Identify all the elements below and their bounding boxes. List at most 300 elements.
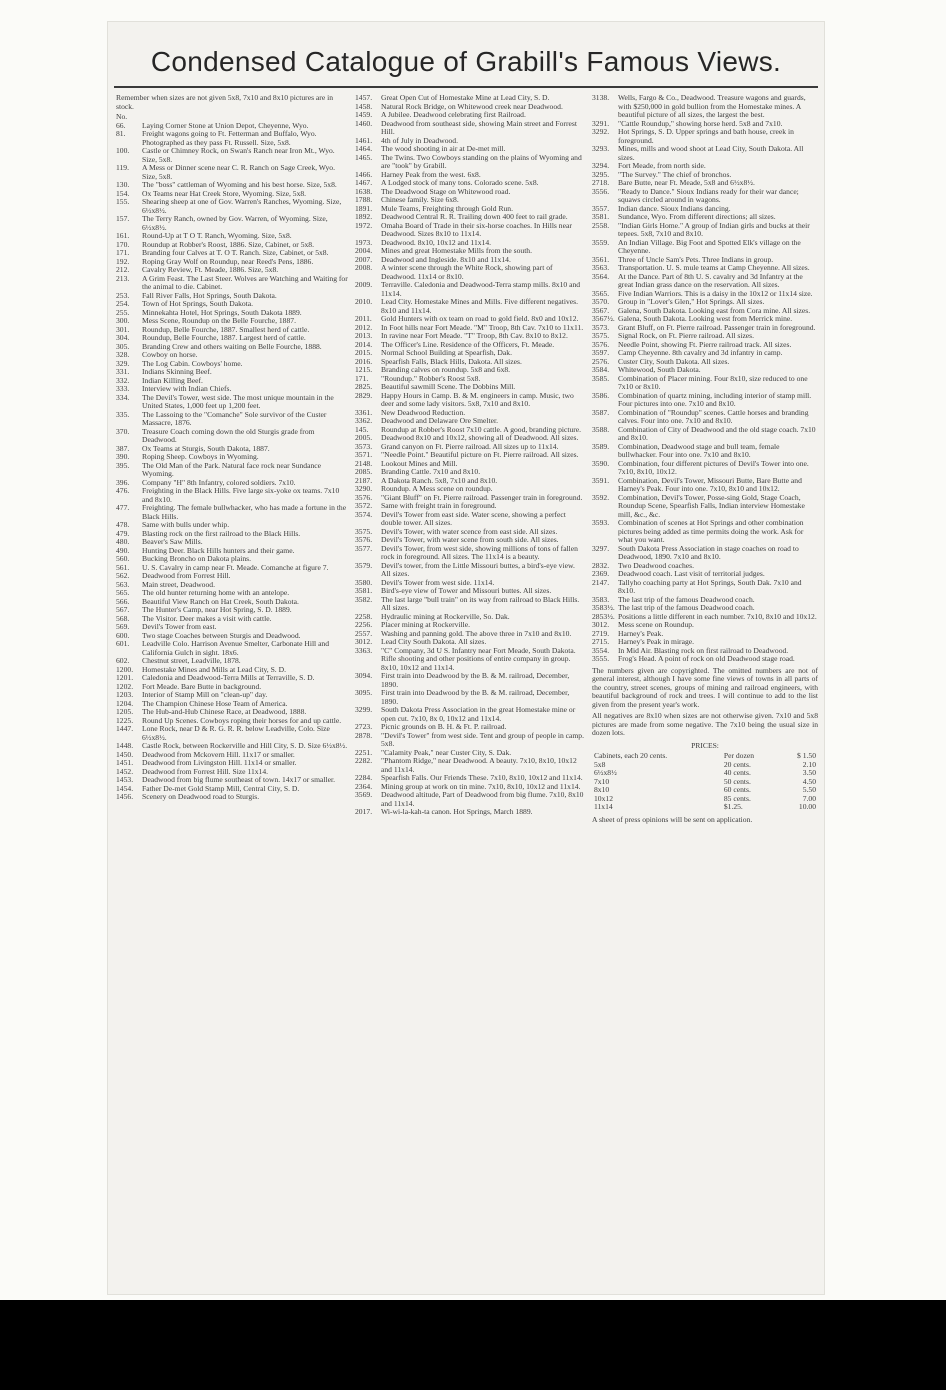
- entry-text: Deadwood coach. Last visit of territorial judges.: [618, 569, 765, 578]
- entry-number: 567.: [116, 605, 130, 614]
- catalogue-entry: [592, 392, 818, 409]
- price-amount: 4.50: [802, 776, 816, 786]
- entry-text: Lookout Mines and Mill.: [381, 458, 458, 468]
- entry-text: Freight wagons going to Ft. Fetterman and Buffalo, Wyo. Photographed as they pass Ft. Russell. Size, 5x8.: [142, 129, 317, 147]
- entry-text: Caledonia and Deadwood-Terra Mills at Terraville, S. D.: [142, 673, 315, 682]
- entry-text: A Mess or Dinner scene near C. R. Ranch on Sage Creek, Wyo. Size, 5x8.: [142, 163, 335, 181]
- entry-number: 1972.: [355, 220, 373, 230]
- copyright-note: The numbers given are copyrighted. The omitted numbers are not of general interest, although I have some fine views of towns in all parts of the country, street scenes, groups of mining and railroad engineers, with beautiful background of rock and trees. I will continue to add to the list given from the present year's work.: [592, 665, 818, 709]
- entry-number: 370.: [116, 426, 130, 436]
- entry-number: 2004.: [355, 246, 373, 255]
- entry-text: A winter scene through the White Rock, showing part of Deadwood. 11x14 or 8x10.: [381, 263, 553, 281]
- entry-text: Interior of Stamp Mill on "clean-up" day.: [142, 690, 268, 699]
- entry-number: 3295.: [592, 169, 610, 179]
- entry-number: 3561.: [592, 254, 610, 264]
- entry-text: Laying Corner Stone at Union Depot, Cheyenne, Wyo.: [142, 120, 309, 130]
- entry-number: 2187.: [355, 475, 373, 485]
- entry-text: Lone Rock, near D & R. G. R. R. below Leadville, Colo. Size 6½x8½.: [142, 724, 330, 742]
- catalogue-entry: [592, 477, 818, 494]
- entry-text: Devil's Tower, with water scence from east side. All sizes.: [381, 526, 558, 536]
- price-row: [592, 786, 818, 795]
- entry-text: The last trip of the famous Deadwood coach.: [618, 603, 755, 612]
- catalogue-entry: [355, 596, 585, 613]
- entry-text: Bird's-eye view of Tower and Missouri buttes. All sizes.: [381, 586, 552, 595]
- entry-number: 332.: [116, 375, 130, 385]
- entry-number: 1458.: [355, 101, 373, 111]
- entry-number: 2012.: [355, 322, 373, 332]
- entry-number: 2009.: [355, 280, 373, 289]
- price-row: [592, 795, 818, 804]
- catalogue-entry: [355, 264, 585, 281]
- entry-number: 2825.: [355, 382, 373, 391]
- entry-number: 3583½.: [592, 603, 615, 612]
- entry-text: Picnic grounds on B. H. & Ft. P. railroad.: [381, 722, 507, 731]
- entry-text: Roping Sheep. Cowboys in Wyoming.: [142, 452, 259, 461]
- entry-text: Treasure Coach coming down the old Sturgis grade from Deadwood.: [142, 426, 315, 444]
- entry-text: A Jubilee. Deadwood celebrating first Railroad.: [381, 110, 526, 119]
- footer-note: A sheet of press opinions will be sent on application.: [592, 814, 753, 824]
- entry-number: 1450.: [116, 749, 134, 759]
- entry-number: 480.: [116, 537, 130, 546]
- entry-text: Normal School Building at Spearfish, Dak.: [381, 348, 512, 357]
- entry-text: Deadwood. 8x10, 10x12 and 11x14.: [381, 237, 492, 247]
- catalogue-entry: [116, 411, 348, 428]
- entry-number: 130.: [116, 180, 130, 189]
- entry-text: Roundup, Belle Fourche, 1887. Smallest herd of cattle.: [142, 324, 310, 334]
- catalogue-entry: [355, 757, 585, 774]
- entry-text: Camp Cheyenne. 8th cavalry and 3d infantry in camp.: [618, 348, 783, 357]
- entry-number: 2017.: [355, 807, 373, 816]
- entry-text: "The Survey." The chief of bronchos.: [618, 169, 732, 179]
- entry-number: 1465.: [355, 152, 373, 162]
- price-amount: 7.00: [802, 793, 816, 803]
- entry-number: 145.: [355, 424, 369, 434]
- entry-text: The Terry Ranch, owned by Gov. Warren, of Wyoming. Size, 6½x8½.: [142, 214, 328, 232]
- entry-list-middle: [355, 94, 585, 817]
- entry-text: Ox Teams at Sturgis, South Dakota, 1887.: [142, 443, 270, 453]
- column-middle: [355, 94, 585, 1284]
- intro-note: Remember when sizes are not given 5x8, 7x10 and 8x10 pictures are in stock.: [116, 94, 333, 111]
- entry-number: 2369.: [592, 569, 610, 578]
- entry-text: Great Open Cut of Homestake Mine at Lead City, S. D.: [381, 94, 550, 102]
- entry-number: 2007.: [355, 254, 373, 264]
- price-header-amount: $ 1.50: [797, 751, 816, 760]
- entry-text: Deadwood from Forrest Hill. Size 11x14.: [142, 766, 269, 776]
- entry-number: 3362.: [355, 416, 373, 425]
- entry-text: Deadwood from southeast side, showing Main street and Forrest Hill.: [381, 118, 577, 136]
- entry-number: 1891.: [355, 203, 373, 213]
- entry-text: Company "H" 8th Infantry, colored soldiers. 7x10.: [142, 477, 296, 487]
- catalogue-entry: [355, 545, 585, 562]
- catalogue-entry: [355, 392, 585, 409]
- entry-number: 1973.: [355, 237, 373, 247]
- entry-number: 2718.: [592, 178, 610, 187]
- catalogue-entry: [355, 298, 585, 315]
- catalogue-entry: [592, 545, 818, 562]
- entry-text: South Dakota Press Association in the great Homestake mine or open cut. 7x10, 8x 0, 10x12 and 11x14.: [381, 705, 576, 723]
- entry-text: Happy Hours in Camp. B. & M. engineers in camp. Music, two deer and some lady visitors. 5x8, 7x10 and 8x10.: [381, 390, 574, 408]
- entry-number: 3570.: [592, 297, 610, 306]
- entry-text: Freighting. The female bullwhacker, who has made a fortune in the Black Hills.: [142, 503, 347, 521]
- entry-text: Branding calves on roundup. 5x8 and 6x8.: [381, 365, 511, 374]
- entry-text: Deadwood 8x10 and 10x12, showing all of Deadwood. All sizes.: [381, 433, 579, 442]
- entry-number: 3591.: [592, 475, 610, 485]
- entry-number: 2364.: [355, 781, 373, 791]
- entry-text: Devil's Tower from east.: [142, 622, 217, 631]
- catalogue-entry: [355, 808, 585, 817]
- column-right: [592, 94, 818, 1284]
- entry-number: 2576.: [592, 356, 610, 366]
- entry-number: 387.: [116, 443, 130, 453]
- entry-number: 253.: [116, 290, 130, 300]
- entry-text: Whitewood, South Dakota.: [618, 365, 701, 374]
- entry-number: 3556.: [592, 186, 610, 196]
- entry-text: Hydraulic mining at Rockerville, So. Dak.: [381, 611, 510, 621]
- entry-text: In ravine near Fort Meade. "T" Troop, 8th Cav. 8x10 to 8x12.: [381, 331, 568, 340]
- entry-text: Grant Bluff, on Ft. Pierre railroad. Passenger train in foreground.: [618, 322, 816, 332]
- entry-text: Devil's Tower, from west side, showing millions of tons of fallen rock in foreground. All sizes. The 11x14 is a beauty.: [381, 543, 578, 561]
- entry-text: Harney's Peak.: [618, 628, 664, 638]
- entry-number: 2147.: [592, 577, 610, 587]
- entry-number: 1202.: [116, 681, 134, 691]
- title-rule: [114, 86, 818, 88]
- entry-number: 3584.: [592, 365, 610, 374]
- entry-text: In Mid Air. Blasting rock on first railroad to Deadwood.: [618, 645, 789, 655]
- entry-number: 3571.: [355, 450, 373, 459]
- entry-number: 3559.: [592, 237, 610, 247]
- entry-number: 2829.: [355, 390, 373, 400]
- entry-text: Spearfish Falls. Our Friends These. 7x10, 8x10, 10x12 and 11x14.: [381, 773, 583, 782]
- entry-number: 1459.: [355, 110, 373, 119]
- entry-number: 2719.: [592, 628, 610, 638]
- entry-text: A Lodged stock of many tons. Colorado scene. 5x8.: [381, 178, 539, 187]
- entry-number: 1452.: [116, 766, 134, 776]
- entry-text: Roundup at Robber's Roost 7x10 cattle. A good, branding picture.: [381, 424, 582, 434]
- entry-number: 2853½.: [592, 611, 615, 621]
- entry-text: Frog's Head. A point of rock on old Deadwood stage road.: [618, 654, 795, 663]
- entry-number: 1200.: [116, 664, 134, 674]
- entry-number: 3587.: [592, 407, 610, 417]
- entry-text: Mining group at work on tin mine. 7x10, 8x10, 10x12 and 11x14.: [381, 781, 581, 791]
- entry-text: Five Indian Warriors. This is a daisy in the 10x12 or 11x14 size.: [618, 288, 813, 298]
- price-size: 10x12: [594, 793, 613, 803]
- entry-number: 3012.: [592, 620, 610, 629]
- entry-text: Town of Hot Springs, South Dakota.: [142, 299, 254, 308]
- entry-number: 1460.: [355, 118, 373, 128]
- catalogue-entry: [116, 504, 348, 521]
- entry-number: 2014.: [355, 339, 373, 349]
- entry-number: 66.: [116, 120, 126, 130]
- entry-number: 1448.: [116, 741, 134, 750]
- entry-text: Devil's Tower from east side. Water scene, showing a perfect double tower. All sizes.: [381, 509, 566, 527]
- entry-number: 1451.: [116, 758, 134, 767]
- entry-text: South Dakota Press Association in stage coaches on road to Deadwood, 1890. 7x10 and 8x10.: [618, 543, 799, 561]
- catalogue-entry: [592, 494, 818, 520]
- entry-text: 4th of July in Deadwood.: [381, 135, 458, 145]
- entry-number: 3572.: [355, 501, 373, 510]
- entry-number: 334.: [116, 392, 130, 402]
- price-amount: 10.00: [798, 802, 816, 811]
- entry-text: Lead City. Homestake Mines and Mills. Five different negatives. 8x10 and 11x14.: [381, 297, 578, 315]
- catalogue-entry: [592, 655, 818, 664]
- entry-number: 562.: [116, 571, 130, 580]
- entry-text: The Champion Chinese Hose Team of America.: [142, 698, 288, 708]
- entry-number: 2715.: [592, 637, 610, 646]
- price-size: 5x8: [594, 759, 606, 769]
- entry-text: Branding Cattle. 7x10 and 8x10.: [381, 467, 481, 476]
- entry-number: 1788.: [355, 195, 373, 204]
- price-header-row: [592, 752, 818, 761]
- price-each: 40 cents.: [723, 768, 751, 777]
- entry-text: Shearing sheep at one of Gov. Warren's Ranches, Wyoming. Size, 6½x8½.: [142, 197, 342, 215]
- entry-text: The wood shooting in air at De-met mill.: [381, 144, 506, 153]
- entry-number: 3564.: [592, 271, 610, 281]
- entry-number: 479.: [116, 528, 130, 538]
- entry-number: 3592.: [592, 492, 610, 502]
- price-row: [592, 761, 818, 770]
- entry-number: 3579.: [355, 560, 373, 570]
- entry-number: 390.: [116, 452, 130, 461]
- entry-number: 3363.: [355, 645, 373, 655]
- entry-number: 212.: [116, 265, 130, 274]
- catalogue-entry: [116, 198, 348, 215]
- entry-text: Combination, Devil's Tower, Missouri Butte, Bare Butte and Harney's Peak. Four into one. 7x10, 8x10 and 10x12.: [618, 475, 802, 493]
- price-table: [592, 752, 818, 812]
- entry-number: 1456.: [116, 792, 134, 801]
- entry-number: 2832.: [592, 560, 610, 570]
- entry-text: Father De-met Gold Stamp Mill, Central City, S. D.: [142, 783, 300, 793]
- entry-number: 213.: [116, 273, 130, 283]
- catalogue-entry: [592, 409, 818, 426]
- entry-number: 155.: [116, 197, 130, 206]
- entry-text: Branding four Calves at T. O T. Ranch. Size, Cabinet, or 5x8.: [142, 248, 329, 257]
- entry-text: Roundup. A Mess scene on roundup.: [381, 484, 493, 493]
- entry-text: The Lassoing to the "Comanche" Sole survivor of the Custer Massacre, 1876.: [142, 409, 327, 427]
- catalogue-entry: [355, 672, 585, 689]
- price-row: [592, 769, 818, 778]
- entry-text: Two stage Coaches between Sturgis and Deadwood.: [142, 630, 301, 640]
- entry-number: 192.: [116, 256, 130, 266]
- entry-text: At the Dance. Part of 8th U. S. cavalry and 3d Infantry at the great Indian grass dance on the reservation. All sizes.: [618, 271, 803, 289]
- price-header-size: Cabinets, each 20 cents.: [594, 751, 668, 760]
- entry-text: Fort Meade, from north side.: [618, 161, 706, 170]
- entry-text: Harney's Peak in mirage.: [618, 637, 695, 646]
- entry-text: Chinese family. Size 6x8.: [381, 195, 459, 204]
- entry-number: 3573.: [592, 322, 610, 332]
- catalogue-entry: [116, 394, 348, 411]
- entry-number: 2282.: [355, 756, 373, 765]
- entry-text: The Hub-and-Hub Chinese Race, at Deadwood, 1888.: [142, 707, 307, 716]
- entry-text: Deadwood and Delaware Ore Smelter.: [381, 416, 499, 425]
- entry-number: 3293.: [592, 144, 610, 153]
- catalogue-entry: [355, 791, 585, 808]
- entry-text: Grand canyon on Ft. Pierre railroad. All sizes up to 11x14.: [381, 441, 559, 451]
- entry-text: Two Deadwood coaches.: [618, 560, 695, 570]
- entry-text: Indian dance. Sioux Indians dancing.: [618, 203, 731, 213]
- entry-number: 3290.: [355, 484, 373, 493]
- entry-text: Interview with Indian Chiefs.: [142, 384, 232, 393]
- catalogue-entry: [116, 725, 348, 742]
- entry-number: 2878.: [355, 730, 373, 740]
- entry-text: Beautiful sawmill Scene. The Dobbins Mill.: [381, 382, 516, 391]
- page-title: Condensed Catalogue of Grabill's Famous Views.: [150, 46, 782, 77]
- entry-text: Devil's tower, from the Little Missouri buttes, a bird's-eye view. All sizes.: [381, 560, 575, 578]
- entry-text: Three of Uncle Sam's Pets. Three Indians in group.: [618, 254, 774, 264]
- no-label: No.: [116, 112, 128, 121]
- catalogue-entry: [592, 128, 818, 145]
- entry-text: Deadwood altitude, Part of Deadwood from big flume. 7x10, 8x10 and 11x14.: [381, 790, 584, 808]
- catalogue-entry: [355, 647, 585, 673]
- entry-text: Castle or Chimney Rock, on Swan's Ranch near Iron Mt., Wyo. Size, 5x8.: [142, 146, 335, 164]
- price-amount: 3.50: [802, 768, 816, 777]
- entry-text: Roundup at Robber's Roost, 1886. Size, Cabinet, or 5x8.: [142, 239, 315, 249]
- entry-number: 3094.: [355, 671, 373, 680]
- catalogue-entry: [355, 154, 585, 171]
- entry-number: 2013.: [355, 331, 373, 340]
- entry-text: Roundup, Belle Fourche, 1887. Largest herd of cattle.: [142, 333, 306, 342]
- entry-text: Natural Rock Bridge, on Whitewood creek near Deadwood.: [381, 101, 563, 111]
- entry-number: 3567½.: [592, 314, 615, 323]
- entry-text: Ox Teams near Hat Creek Store, Wyoming. Size, 5x8.: [142, 188, 307, 198]
- entry-number: 3557.: [592, 203, 610, 213]
- entry-text: The last trip of the famous Deadwood coach.: [618, 594, 755, 604]
- entry-number: 1201.: [116, 673, 134, 682]
- entry-text: Indians Skinning Beef.: [142, 367, 212, 376]
- entry-text: Spearfish Falls, Black Hills, Dakota. All sizes.: [381, 356, 522, 366]
- entry-number: 3361.: [355, 407, 373, 417]
- bottom-band: [0, 1300, 946, 1390]
- entry-text: New Deadwood Reduction.: [381, 407, 466, 417]
- entry-number: 333.: [116, 384, 130, 393]
- entry-text: Sundance, Wyo. From different directions; all sizes.: [618, 212, 776, 221]
- price-size: 6½x8½: [594, 768, 617, 777]
- catalogue-entry: [592, 519, 818, 545]
- catalogue-entry: [116, 462, 348, 479]
- entry-number: 335.: [116, 409, 130, 419]
- negatives-note: All negatives are 8x10 when sizes are not otherwise given. 7x10 and 5x8 pictures are made from some negative. The 7x10 being the usual size in dozen lots.: [592, 711, 818, 737]
- entry-text: Harney Peak from the west. 6x8.: [381, 169, 481, 179]
- entry-text: First train into Deadwood by the B. & M. railroad, December, 1890.: [381, 671, 570, 689]
- entry-number: 3012.: [355, 637, 373, 646]
- entry-text: Deadwood from Mckovern Hill. 11x17 or smaller.: [142, 749, 295, 759]
- entry-number: 1204.: [116, 698, 134, 708]
- entry-number: 1464.: [355, 144, 373, 153]
- entry-number: 3576.: [355, 535, 373, 544]
- entry-text: Freighting in the Black Hills. Five large six-yoke ox teams. 7x10 and 8x10.: [142, 486, 340, 504]
- entry-number: 2085.: [355, 467, 373, 476]
- catalogue-entry: [116, 487, 348, 504]
- entry-number: 396.: [116, 477, 130, 487]
- catalogue-entry: [592, 426, 818, 443]
- entry-text: The Officer's Line. Residence of the Officers, Ft. Meade.: [381, 339, 555, 349]
- entry-number: 3581.: [592, 212, 610, 221]
- entry-number: 1467.: [355, 178, 373, 187]
- entry-number: 3297.: [592, 543, 610, 553]
- entry-text: Transportation. U. S. mule teams at Camp Cheyenne. All sizes.: [618, 263, 810, 272]
- entry-number: 3580.: [355, 577, 373, 587]
- entry-number: 3585.: [592, 373, 610, 383]
- entry-text: Round Up Scenes. Cowboys roping their horses for and up cattle.: [142, 715, 342, 725]
- entry-text: Fort Meade. Bare Butte in background.: [142, 681, 262, 691]
- entry-text: Cowboy on horse.: [142, 350, 198, 359]
- catalogue-entry: [355, 706, 585, 723]
- entry-number: 255.: [116, 307, 130, 317]
- entry-number: 2148.: [355, 458, 373, 468]
- entry-number: 161.: [116, 231, 130, 240]
- catalogue-entry: [592, 188, 818, 205]
- entry-text: Devil's Tower, with water scene from south side. All sizes.: [381, 535, 559, 544]
- entry-number: 304.: [116, 333, 130, 342]
- entry-text: Custer City, South Dakota. All sizes.: [618, 356, 730, 366]
- entry-text: "Devil's Tower" from west side. Tent and group of people in camp. 5x8.: [381, 730, 584, 748]
- price-size: 7x10: [594, 776, 610, 786]
- entry-text: Mess scene on Roundup.: [618, 620, 694, 629]
- entry-number: 2256.: [355, 620, 373, 629]
- entry-number: 1892.: [355, 212, 373, 221]
- entry-number: 3567.: [592, 305, 610, 315]
- entry-number: 561.: [116, 562, 130, 572]
- entry-number: 2251.: [355, 747, 373, 757]
- entry-text: In Foot hills near Fort Meade. "M" Troop, 8th Cav. 7x10 to 11x11.: [381, 322, 584, 332]
- entry-text: Beaver's Saw Mills.: [142, 537, 203, 546]
- entry-number: 1466.: [355, 169, 373, 179]
- catalogue-entry: [355, 689, 585, 706]
- entry-number: 3590.: [592, 458, 610, 468]
- entry-text: Galena, South Dakota. Looking west from Merrick mine.: [618, 314, 793, 323]
- entry-text: Homestake Mines and Mills at Lead City, S. D.: [142, 664, 286, 674]
- entry-number: 81.: [116, 129, 126, 138]
- entry-number: 3586.: [592, 390, 610, 400]
- catalogue-entry: [116, 215, 348, 232]
- entry-number: 565.: [116, 588, 130, 597]
- entry-text: Bucking Broncho on Dakota plains.: [142, 554, 252, 563]
- entry-text: A Dakota Ranch. 5x8, 7x10 and 8x10.: [381, 475, 498, 485]
- entry-text: Deadwood and Ingleside. 8x10 and 11x14.: [381, 254, 511, 264]
- entry-number: 3597.: [592, 348, 610, 357]
- entry-text: Positions a little different in each number. 7x10, 8x10 and 10x12.: [618, 611, 817, 621]
- entry-number: 395.: [116, 460, 130, 470]
- entry-number: 601.: [116, 639, 130, 648]
- entry-text: Combination of scenes at Hot Springs and other combination pictures being added as time permits doing the work. Ask for what you want.: [618, 518, 804, 544]
- entry-number: 305.: [116, 341, 130, 351]
- entry-number: 1215.: [355, 365, 373, 374]
- catalogue-entry: [355, 732, 585, 749]
- entry-text: The Hunter's Camp, near Hot Spring, S. D. 1889.: [142, 605, 292, 614]
- entry-text: "Ready to Dance." Sioux Indians ready for their war dance; squaws circled around in wagons.: [618, 186, 799, 204]
- entry-text: Same with freight train in foreground.: [381, 501, 497, 510]
- entry-text: Wells, Fargo & Co., Deadwood. Treasure wagons and guards, with $250,000 in gold bullion from the Homestake mines. A beautiful picture of all sizes, the largest the best.: [618, 94, 806, 119]
- entry-number: 476.: [116, 486, 130, 495]
- entry-text: "Calamity Peak," near Custer City, S. Dak.: [381, 747, 512, 757]
- entry-number: 2010.: [355, 297, 373, 306]
- entry-text: Minnekahta Hotel, Hot Springs, South Dakota 1889.: [142, 307, 302, 317]
- catalogue-entry: [116, 147, 348, 164]
- entry-number: 154.: [116, 188, 130, 198]
- entry-text: Combination of "Roundup" scenes. Cattle horses and branding calves. Four into one. 7x10 and 8x10.: [618, 407, 809, 425]
- entry-text: Galena, South Dakota. Looking east from Cora mine. All sizes.: [618, 305, 811, 315]
- catalogue-entry: [592, 460, 818, 477]
- entry-number: 600.: [116, 630, 130, 640]
- entry-number: 2258.: [355, 611, 373, 621]
- entry-text: Signal Rock, on Ft. Pierre railroad. All sizes.: [618, 331, 755, 340]
- entry-number: 119.: [116, 163, 130, 172]
- entry-text: Devil's Tower from west side. 11x14.: [381, 577, 495, 587]
- entry-text: Scenery on Deadwood road to Sturgis.: [142, 792, 260, 801]
- catalogue-entry: [592, 375, 818, 392]
- entry-number: 3575.: [592, 331, 610, 340]
- catalogue-entry: [592, 443, 818, 460]
- catalogue-entry: [355, 511, 585, 528]
